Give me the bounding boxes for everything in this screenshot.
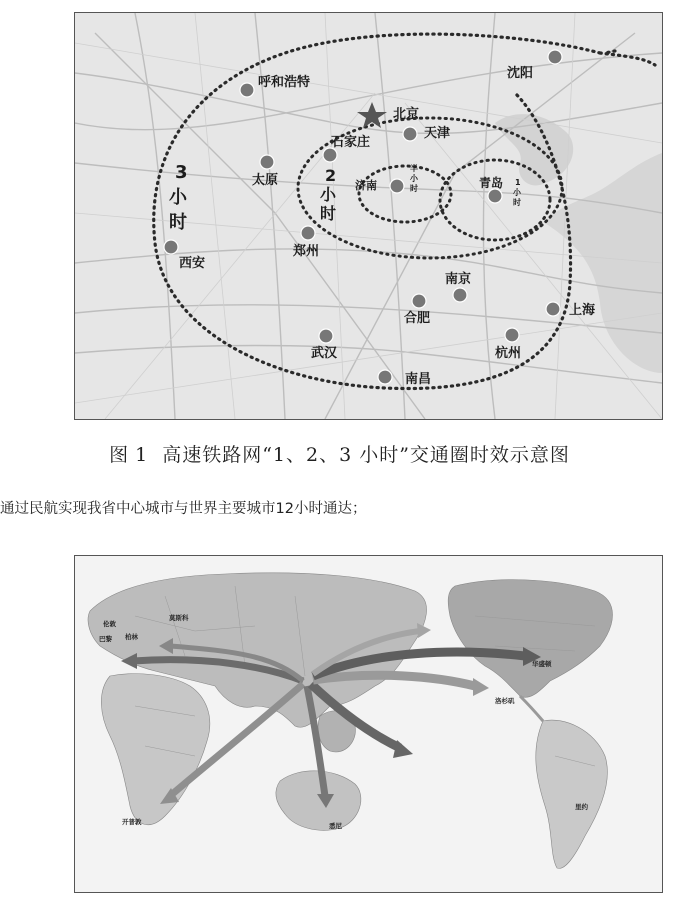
- city-label-taiyuan: 太原: [252, 173, 279, 188]
- world-city-washington: 华盛顿: [532, 660, 552, 668]
- caption-prefix: 图: [109, 444, 130, 466]
- body-paragraph: 通过民航实现我省中心城市与世界主要城市12小时通达；: [0, 501, 367, 517]
- world-flight-map-figure: [74, 555, 663, 893]
- city-marker: [453, 288, 467, 302]
- city-label-nanjing: 南京: [445, 272, 472, 287]
- city-label-hangzhou: 杭州: [495, 346, 522, 361]
- rail-map-figure: [74, 12, 663, 420]
- city-marker: [390, 179, 404, 193]
- city-label-hohhot: 呼和浩特: [258, 75, 311, 90]
- city-marker: [548, 50, 562, 64]
- city-marker: [260, 155, 274, 169]
- city-label-beijing: 北京: [393, 107, 420, 122]
- city-marker: [164, 240, 178, 254]
- city-marker: [546, 302, 560, 316]
- caption-number: 1: [135, 444, 149, 466]
- city-marker: [412, 294, 426, 308]
- city-marker: [323, 148, 337, 162]
- ring-1-label-2: 时: [513, 198, 521, 207]
- world-city-moscow: 莫斯科: [169, 614, 189, 622]
- ring-3-label-2: 时: [169, 212, 187, 233]
- ring-half-label-2: 时: [410, 184, 418, 193]
- city-label-shenyang: 沈阳: [507, 66, 534, 81]
- city-marker: [240, 83, 254, 97]
- world-city-london: 伦敦: [103, 620, 116, 628]
- world-city-berlin: 柏林: [125, 633, 138, 641]
- world-map: [75, 556, 662, 892]
- city-label-xian: 西安: [179, 256, 206, 271]
- rail-map: [75, 13, 662, 419]
- caption-text: 高速铁路网“1、2、3 小时”交通圈时效示意图: [162, 444, 570, 466]
- ring-2-label-2: 时: [320, 204, 337, 223]
- city-marker: [319, 329, 333, 343]
- world-city-paris: 巴黎: [99, 635, 112, 643]
- city-label-shijiazhuang: 石家庄: [331, 135, 371, 150]
- world-city-losangeles: 洛杉矶: [495, 697, 515, 705]
- city-label-nanchang: 南昌: [405, 372, 432, 387]
- world-city-sydney: 悉尼: [329, 822, 342, 830]
- city-label-hefei: 合肥: [404, 311, 431, 326]
- ring-2-label-1: 小: [320, 185, 337, 204]
- city-label-jinan: 济南: [355, 179, 377, 192]
- world-city-rio: 里约: [575, 803, 588, 811]
- ring-3-label-1: 小: [169, 187, 187, 208]
- city-marker: [301, 226, 315, 240]
- city-marker: [378, 370, 392, 384]
- ring-half-label-0: 半: [410, 164, 418, 173]
- ring-1-label-1: 小: [513, 188, 521, 197]
- city-label-shanghai: 上海: [569, 303, 596, 318]
- city-label-tianjin: 天津: [424, 126, 451, 141]
- world-city-capetown: 开普敦: [122, 818, 142, 826]
- ring-3-label-num: 3: [175, 162, 188, 183]
- city-label-zhengzhou: 郑州: [293, 244, 320, 259]
- city-label-qingdao: 青岛: [479, 176, 504, 190]
- figure-caption: [0, 440, 679, 467]
- city-marker: [488, 189, 502, 203]
- city-marker: [403, 127, 417, 141]
- ring-half-label-1: 小: [410, 174, 418, 183]
- city-marker: [505, 328, 519, 342]
- ring-1-label-num: 1: [515, 178, 521, 187]
- city-label-wuhan: 武汉: [311, 346, 338, 361]
- ring-2-label-num: 2: [325, 166, 337, 185]
